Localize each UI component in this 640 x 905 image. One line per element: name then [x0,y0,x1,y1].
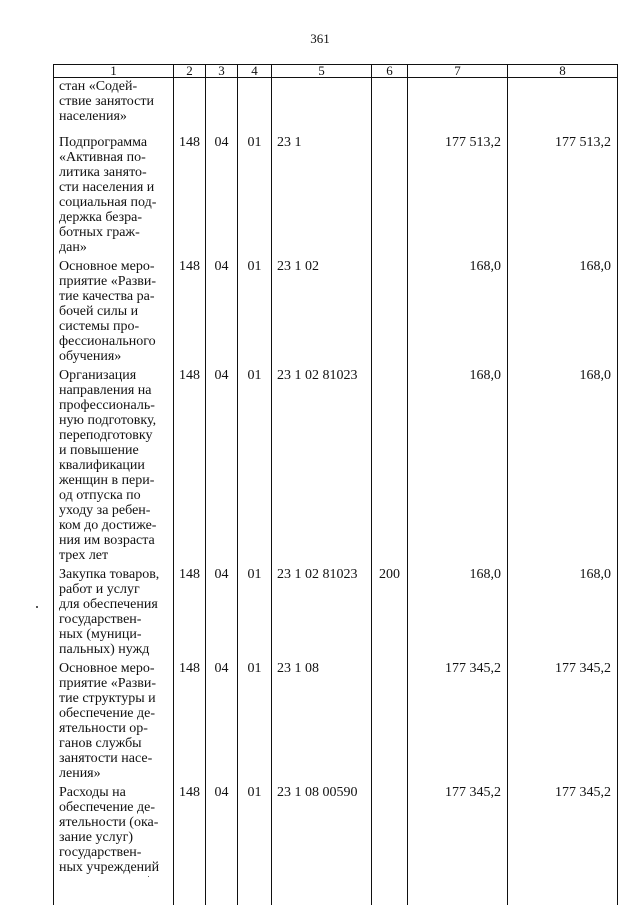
cell-amount-1: 168,0 [408,255,508,364]
cell-amount-1: 168,0 [408,364,508,563]
cell-amount-2: 177 345,2 [508,781,618,905]
cell-target-code: 23 1 02 81023 [272,364,372,563]
cell-name: Организация направления на профессиональ- ную подготовку, переподготовку и повышение квалификации женщин в пери- од отпуска по уходу за ребен- ком до достиже- ния им возраста трех лет [54,364,174,563]
column-header-3: 3 [206,65,238,78]
cell-expense-type [372,78,408,132]
column-header-7: 7 [408,65,508,78]
column-header-5: 5 [272,65,372,78]
cell-ministry-code: 148 [174,781,206,905]
scan-speck [148,876,149,877]
table-body [54,78,618,905]
cell-subsection-code: 01 [238,255,272,364]
cell-target-code: 23 1 08 00590 [272,781,372,905]
cell-amount-1: 177 345,2 [408,657,508,781]
cell-expense-type [372,255,408,364]
header-row [54,65,618,78]
table-row [54,657,618,781]
cell-target-code: 23 1 02 [272,255,372,364]
column-header-6: 6 [372,65,408,78]
cell-ministry-code: 148 [174,131,206,255]
cell-target-code: 23 1 02 81023 [272,563,372,657]
cell-expense-type [372,131,408,255]
cell-expense-type: 200 [372,563,408,657]
cell-name: Расходы на обеспечение де- ятельности (ока- зание услуг) государствен- ных учреждений [54,781,174,905]
column-header-4: 4 [238,65,272,78]
cell-section-code: 04 [206,781,238,905]
cell-name: Подпрограмма «Активная по- литика занято- сти населения и социальная под- держка безра- ботных граж- дан» [54,131,174,255]
column-header-8: 8 [508,65,618,78]
cell-amount-2: 168,0 [508,255,618,364]
cell-target-code: 23 1 08 [272,657,372,781]
cell-amount-2: 168,0 [508,563,618,657]
cell-subsection-code: 01 [238,781,272,905]
cell-amount-1 [408,78,508,132]
cell-amount-2: 177 345,2 [508,657,618,781]
cell-expense-type [372,364,408,563]
cell-subsection-code: 01 [238,563,272,657]
cell-section-code: 04 [206,364,238,563]
column-header-2: 2 [174,65,206,78]
cell-amount-2: 177 513,2 [508,131,618,255]
cell-amount-1: 177 345,2 [408,781,508,905]
cell-subsection-code [238,78,272,132]
cell-ministry-code [174,78,206,132]
cell-expense-type [372,781,408,905]
cell-ministry-code: 148 [174,657,206,781]
table-row [54,78,618,132]
cell-target-code: 23 1 [272,131,372,255]
cell-section-code [206,78,238,132]
page-number: 361 [310,31,330,46]
cell-name: Основное меро- приятие «Разви- тие качества ра- бочей силы и системы про- фессионального обучения» [54,255,174,364]
table-row [54,364,618,563]
cell-expense-type [372,657,408,781]
cell-amount-2 [508,78,618,132]
table-row [54,563,618,657]
cell-ministry-code: 148 [174,563,206,657]
cell-amount-2: 168,0 [508,364,618,563]
cell-subsection-code: 01 [238,131,272,255]
table-row [54,255,618,364]
cell-ministry-code: 148 [174,255,206,364]
cell-name: стан «Содей- ствие занятости населения» [54,78,174,132]
column-header-1: 1 [54,65,174,78]
cell-name: Основное меро- приятие «Разви- тие структуры и обеспечение де- ятельности ор- ганов службы занятости насе- ления» [54,657,174,781]
table-row [54,131,618,255]
cell-target-code [272,78,372,132]
cell-subsection-code: 01 [238,657,272,781]
cell-section-code: 04 [206,131,238,255]
cell-amount-1: 168,0 [408,563,508,657]
table-row [54,781,618,905]
cell-section-code: 04 [206,255,238,364]
scan-speck [36,606,38,608]
cell-section-code: 04 [206,657,238,781]
budget-table [53,64,618,905]
cell-name: Закупка товаров, работ и услуг для обеспечения государствен- ных (муници- пальных) нужд [54,563,174,657]
cell-ministry-code: 148 [174,364,206,563]
cell-section-code: 04 [206,563,238,657]
cell-amount-1: 177 513,2 [408,131,508,255]
cell-subsection-code: 01 [238,364,272,563]
